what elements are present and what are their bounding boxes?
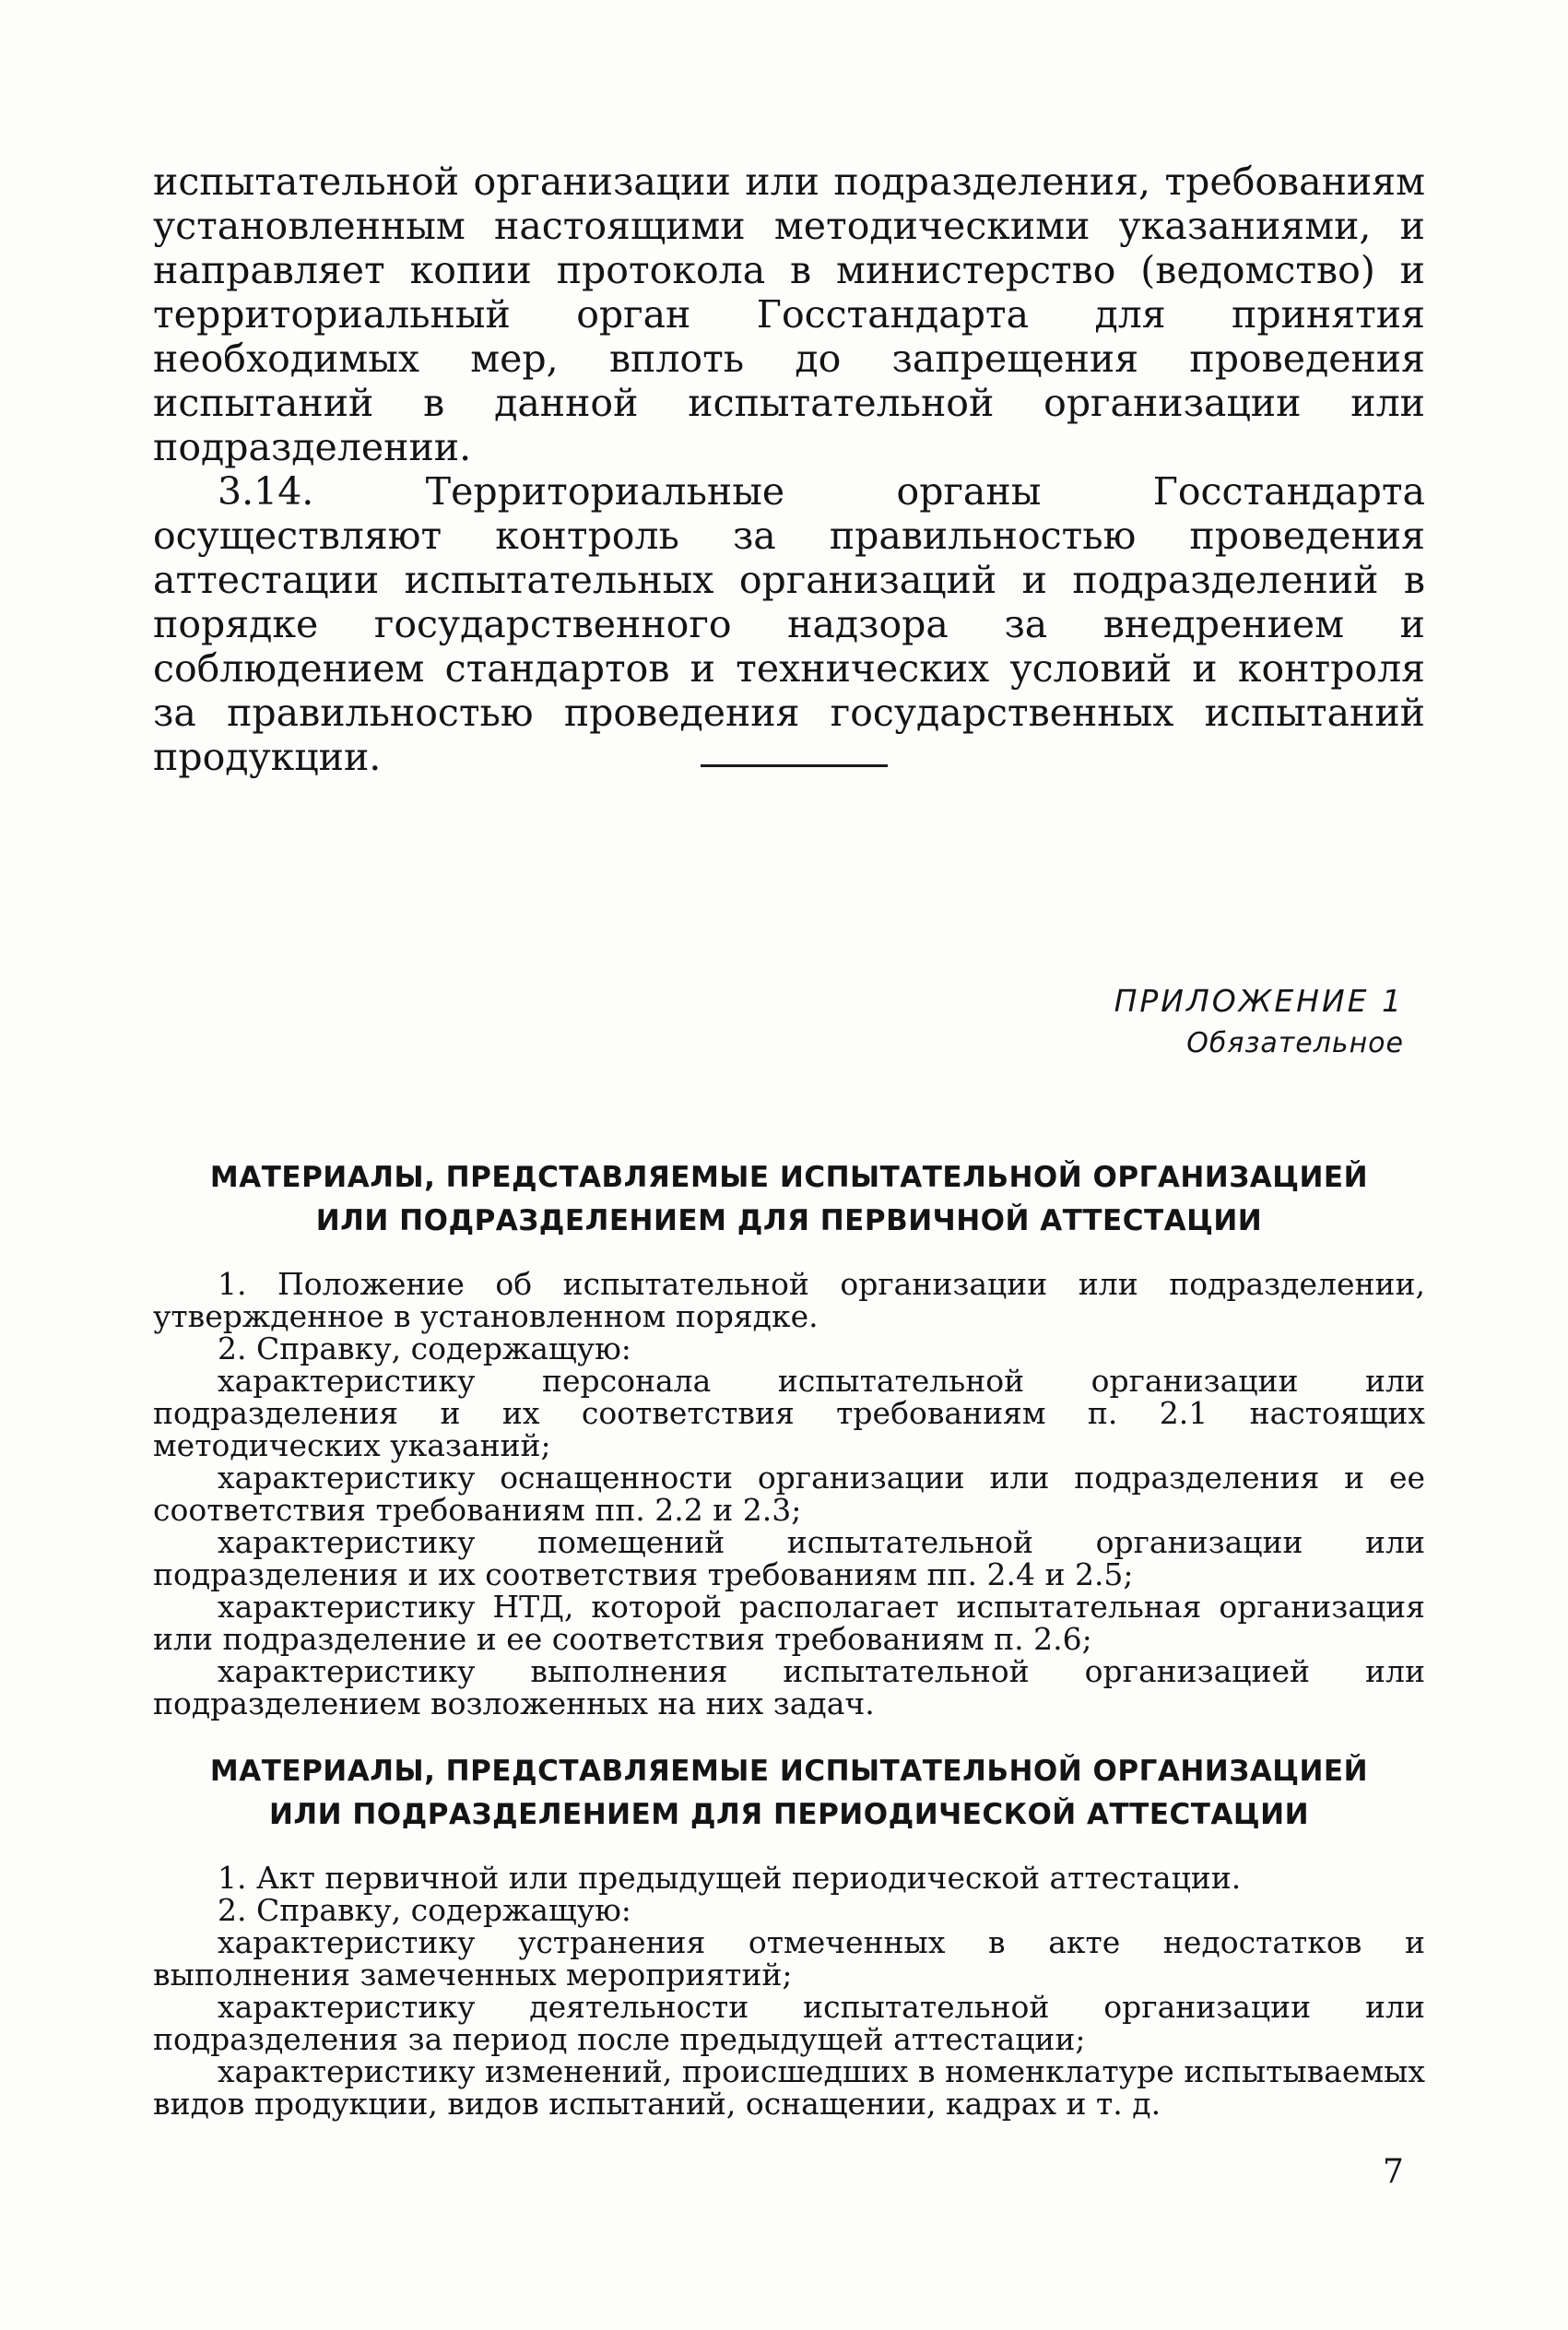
list-item: характеристику устранения отмеченных в акте недостатков и выполнения замеченных мероприятий; (153, 1924, 1425, 1993)
primary-attestation-list (153, 1268, 1425, 1720)
primary-attestation-heading (153, 1156, 1425, 1243)
continuation-paragraph: испытательной организации или подразделения, требованиям установленным настоящими методическими указаниями, и направляет копии протокола в министерство (ведомство) и территориальный орган Госстандарта для принятия необходимых мер, вплоть до запрещения проведения испытаний в данной испытательной организации или подразделении. (153, 160, 1425, 469)
list-item: характеристику изменений, происшедших в номенклатуре испытываемых видов продукции, видов испытаний, оснащении, кадрах и т. д. (153, 2053, 1425, 2122)
heading-line: МАТЕРИАЛЫ, ПРЕДСТАВЛЯЕМЫЕ ИСПЫТАТЕЛЬНОЙ ОРГАНИЗАЦИЕЙ (209, 1161, 1369, 1194)
heading-line: ИЛИ ПОДРАЗДЕЛЕНИЕМ ДЛЯ ПЕРВИЧНОЙ АТТЕСТАЦИИ (315, 1204, 1263, 1237)
list-item: 2. Справку, содержащую: (218, 1892, 631, 1928)
appendix-subtitle: Обязательное (1186, 1027, 1404, 1059)
appendix-title: ПРИЛОЖЕНИЕ 1 (1114, 983, 1404, 1019)
section-divider (701, 764, 888, 767)
list-item: характеристику деятельности испытательной организации или подразделения за период после предыдущей аттестации; (153, 1989, 1425, 2057)
periodic-attestation-list (153, 1862, 1425, 2120)
list-item: характеристику помещений испытательной организации или подразделения и их соответствия требованиям пп. 2.4 и 2.5; (153, 1524, 1425, 1592)
list-item: 2. Справку, содержащую: (218, 1331, 631, 1366)
list-item: характеристику НТД, которой располагает испытательная организация или подразделение и ее соответствия требованиям п. 2.6; (153, 1589, 1425, 1657)
appendix-label (1114, 980, 1404, 1065)
periodic-attestation-heading (153, 1750, 1425, 1837)
list-item: 1. Акт первичной или предыдущей периодической аттестации. (218, 1860, 1242, 1896)
heading-line: ИЛИ ПОДРАЗДЕЛЕНИЕМ ДЛЯ ПЕРИОДИЧЕСКОЙ АТТЕСТАЦИИ (268, 1798, 1310, 1831)
top-text-block (153, 160, 1425, 779)
list-item: характеристику выполнения испытательной организацией или подразделением возложенных на них задач. (153, 1653, 1425, 1721)
heading-line: МАТЕРИАЛЫ, ПРЕДСТАВЛЯЕМЫЕ ИСПЫТАТЕЛЬНОЙ ОРГАНИЗАЦИЕЙ (209, 1755, 1369, 1788)
paragraph-3-14: 3.14. Территориальные органы Госстандарта осуществляют контроль за правильностью проведения аттестации испытательных организаций и подразделений в порядке государственного надзора за внедрением и соблюдением стандартов и технических условий и контроля за правильностью проведения государственных испытаний продукции. (153, 469, 1425, 779)
page-number: 7 (1383, 2153, 1404, 2191)
list-item: характеристику оснащенности организации или подразделения и ее соответствия требованиям пп. 2.2 и 2.3; (153, 1460, 1425, 1528)
list-item: характеристику персонала испытательной организации или подразделения и их соответствия требованиям п. 2.1 настоящих методических указаний; (153, 1363, 1425, 1463)
list-item: 1. Положение об испытательной организации или подразделении, утвержденное в установленном порядке. (153, 1266, 1425, 1334)
